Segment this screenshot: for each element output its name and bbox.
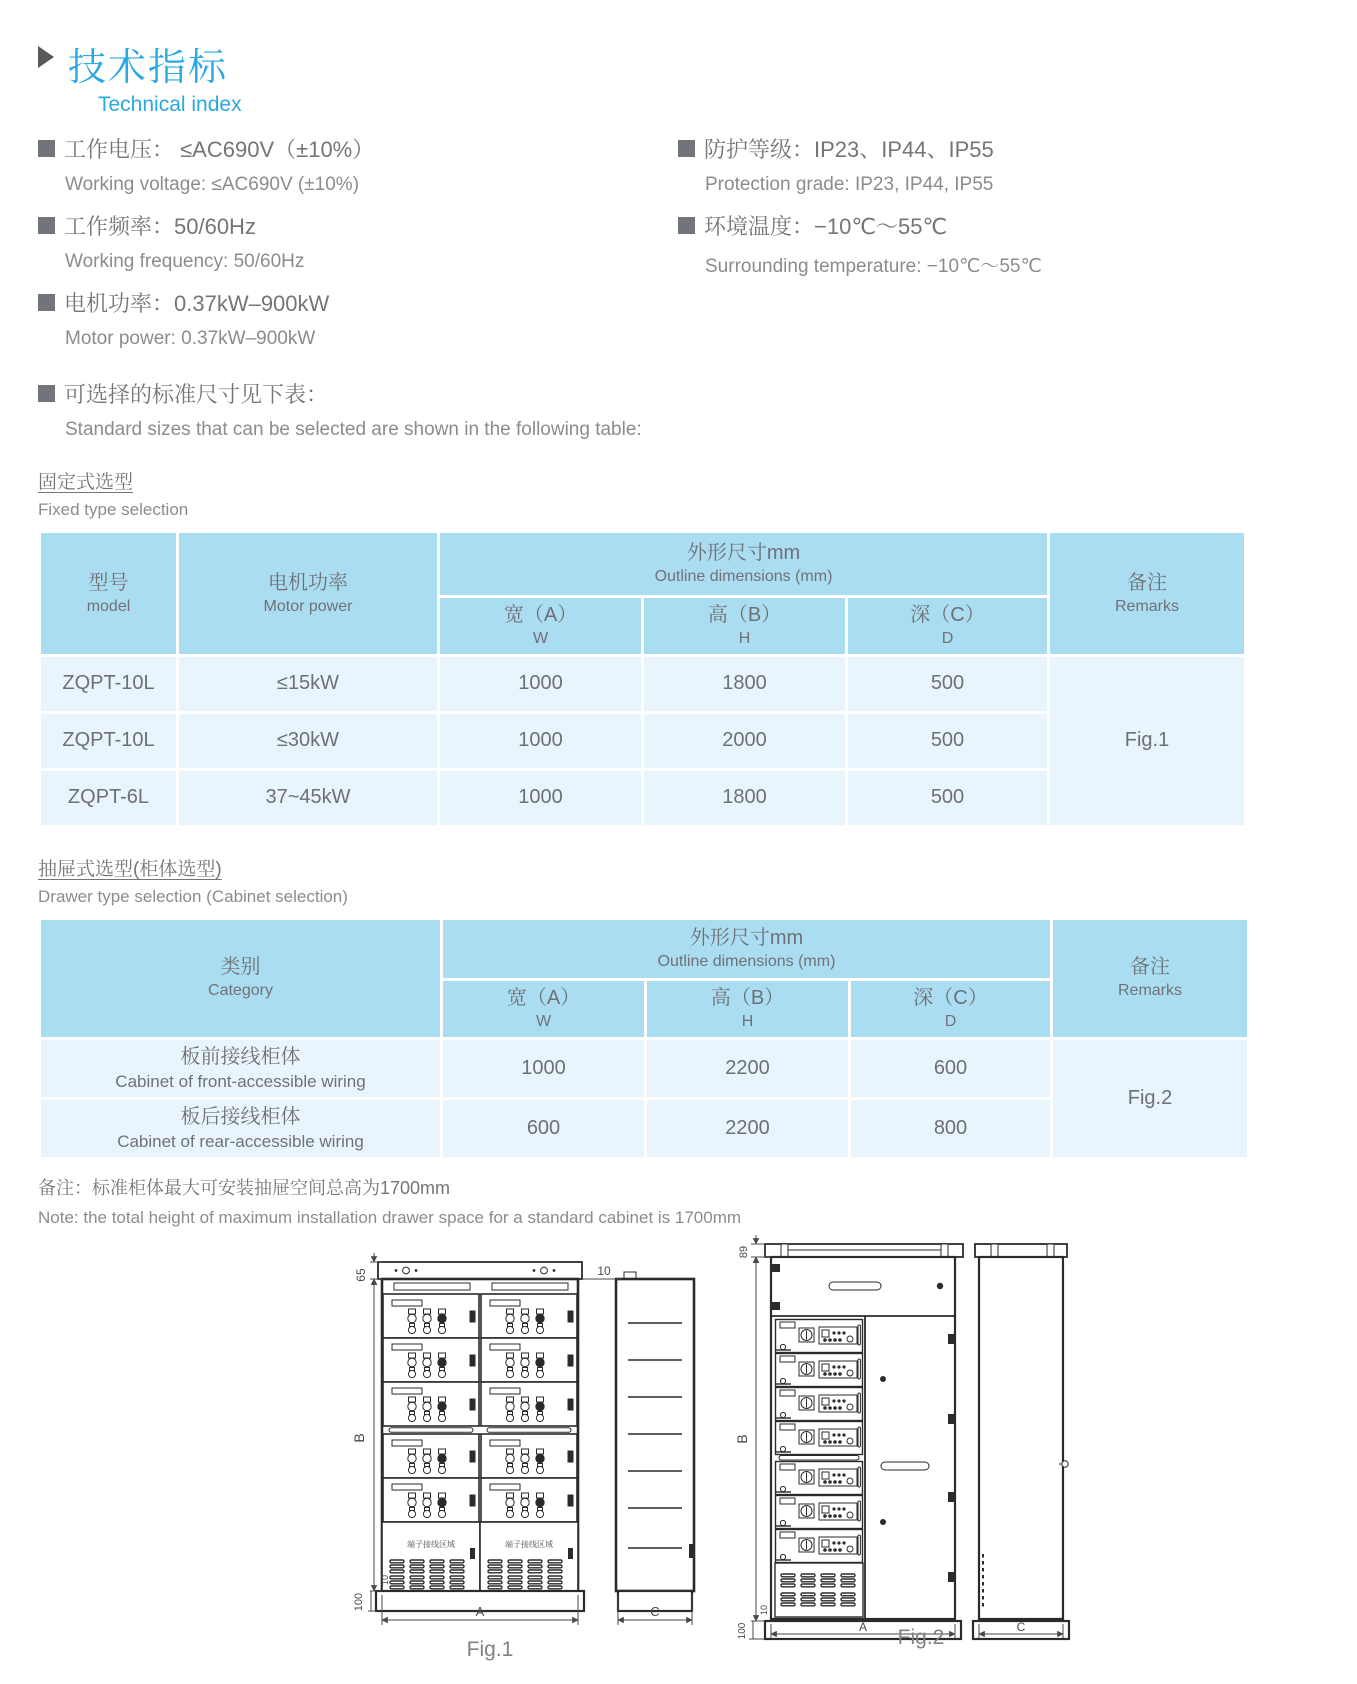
col-header-height [644, 598, 845, 654]
drawer-type-table [38, 917, 1250, 1160]
fig1-drawing [330, 1245, 790, 1636]
col-header-height [647, 981, 848, 1037]
spec-en-text: Protection grade: IP23, IP44, IP55 [705, 174, 994, 195]
fig2-dim-depth: C [1016, 1619, 1026, 1634]
cell-height: 1800 [644, 771, 845, 825]
cell-height: 2000 [644, 714, 845, 768]
header-cn: 宽（A） [506, 986, 581, 1009]
category-cn: 板后接线柜体 [180, 1105, 301, 1128]
header-cn: 深（C） [913, 986, 988, 1009]
fig2-drawing [725, 1224, 1085, 1656]
fig2-caption: Fig.2 [897, 1625, 945, 1649]
category-en: Cabinet of rear-accessible wiring [117, 1131, 364, 1151]
fig2-dim-vent-gap: 10 [759, 1604, 769, 1615]
header-en: Outline dimensions (mm) [654, 568, 833, 586]
cell-remark: Fig.2 [1053, 1040, 1247, 1157]
header-cn: 外形尺寸mm [686, 542, 801, 565]
header-en: W [535, 1012, 552, 1030]
header-en: D [941, 630, 954, 647]
header-en: D [944, 1012, 957, 1030]
fig1-front-view [376, 1262, 584, 1611]
fig1-dim-depth: C [650, 1603, 660, 1619]
table-note [38, 1174, 1317, 1228]
fig1-terminal-compartments [382, 1522, 578, 1591]
header-en: H [738, 630, 751, 647]
cell-width: 1000 [440, 771, 641, 825]
spec-cn-text: 电机功率：0.37kW–900kW [64, 291, 330, 316]
header-cn: 电机功率 [268, 571, 348, 594]
spec-en-text: Standard sizes that can be selected are shown in the following table: [65, 419, 642, 440]
note-en: Note: the total height of maximum installation drawer space for a standard cabinet is 1700mm [38, 1207, 742, 1227]
header-en: H [741, 1012, 754, 1030]
spec-column-left [38, 133, 678, 364]
cell-width: 600 [443, 1100, 644, 1157]
header-cn: 宽（A） [503, 604, 578, 626]
cell-category [41, 1040, 440, 1097]
spec-motor-power [38, 287, 678, 350]
spec-column-right [678, 133, 1278, 364]
fig2-dim-width: A [858, 1619, 868, 1634]
col-header-model [41, 533, 176, 654]
header-cn: 类别 [220, 956, 261, 979]
col-header-depth [851, 981, 1050, 1037]
header-cn: 备注 [1130, 956, 1170, 979]
spec-cn-text: 工作频率：50/60Hz [64, 214, 256, 239]
header-en: model [86, 597, 131, 615]
fig2-dim-cap-height: 89 [738, 1245, 750, 1258]
spec-cn-text: 可选择的标准尺寸见下表： [64, 382, 329, 407]
fig1-caption: Fig.1 [466, 1637, 514, 1661]
section-title-en: Fixed type selection [38, 500, 189, 519]
header-cn: 外形尺寸mm [689, 926, 804, 949]
page-title: 技术指标 [68, 47, 229, 89]
col-header-remarks [1050, 533, 1244, 654]
fig2-dim-plinth-height: 100 [737, 1622, 748, 1640]
cell-width: 1000 [440, 714, 641, 768]
fig1-dim-vent-gap: 10 [380, 1574, 390, 1585]
drawer-type-section-title [38, 854, 1317, 907]
header-en: Remarks [1117, 982, 1182, 1000]
bullet-square-icon [678, 140, 695, 157]
header-cn: 高（B） [707, 604, 782, 626]
fig2-side-view [973, 1244, 1069, 1639]
header-en: Motor power [263, 597, 353, 615]
cell-height: 2200 [647, 1100, 848, 1157]
page-subtitle: Technical index [98, 93, 242, 116]
fig2-dim-body-height: B [734, 1434, 750, 1444]
spec-columns [38, 133, 1317, 364]
col-header-remarks [1053, 920, 1247, 1037]
section-title-en: Drawer type selection (Cabinet selection) [38, 886, 348, 906]
cell-height: 2200 [647, 1040, 848, 1097]
header-cn: 备注 [1127, 571, 1167, 594]
col-header-depth [848, 598, 1047, 654]
spec-en-text: Motor power: 0.37kW–900kW [65, 328, 316, 349]
cell-power: ≤15kW [179, 657, 437, 711]
section-arrow-icon [38, 46, 54, 68]
spec-en-text: Working voltage: ≤AC690V (±10%) [65, 174, 360, 195]
fig1-terminal-label: 端子接线区域 [505, 1539, 553, 1549]
fig2-vent-section [775, 1563, 863, 1617]
bullet-square-icon [38, 217, 55, 234]
note-cn: 备注：标准柜体最大可安装抽屉空间总高为1700mm [38, 1177, 451, 1198]
col-header-outline-dimensions [440, 533, 1047, 595]
header-cn: 型号 [88, 571, 129, 594]
col-header-width [440, 598, 641, 654]
cell-depth: 500 [848, 714, 1047, 768]
spec-en-text: Working frequency: 50/60Hz [65, 251, 305, 272]
bullet-square-icon [678, 217, 695, 234]
header-cn: 高（B） [710, 986, 785, 1009]
spec-working-voltage [38, 133, 678, 196]
spec-protection-grade [678, 133, 1278, 196]
header-en: Outline dimensions (mm) [657, 952, 836, 970]
section-title-cn: 固定式选型 [38, 472, 134, 493]
col-header-width [443, 981, 644, 1037]
header-en: W [532, 630, 549, 647]
cell-remark: Fig.1 [1050, 657, 1244, 825]
category-cn: 板前接线柜体 [180, 1045, 301, 1068]
spec-cn-text: 环境温度：−10℃～55℃ [704, 214, 948, 239]
cell-height: 1800 [644, 657, 845, 711]
bullet-square-icon [38, 385, 55, 402]
spec-en-text: Surrounding temperature: −10℃～55℃ [705, 256, 1042, 277]
fig1-dim-body-height: B [351, 1433, 367, 1443]
spec-cn-text: 工作电压： ≤AC690V（±10%） [64, 137, 375, 162]
cell-depth: 600 [851, 1040, 1050, 1097]
header-cn: 深（C） [910, 604, 985, 626]
spec-surrounding-temperature [678, 210, 1278, 278]
section-title-cn: 抽屉式选型(柜体选型) [38, 858, 222, 880]
cell-depth: 800 [851, 1100, 1050, 1157]
fixed-type-section-title [38, 467, 1317, 520]
cell-depth: 500 [848, 771, 1047, 825]
category-en: Cabinet of front-accessible wiring [115, 1071, 366, 1091]
fig2-front-view [765, 1244, 963, 1639]
table-row [41, 657, 1244, 711]
spec-cn-text: 防护等级：IP23、IP44、IP55 [704, 137, 994, 162]
col-header-motor-power [179, 533, 437, 654]
spec-working-frequency [38, 210, 678, 273]
col-header-outline-dimensions [443, 920, 1050, 978]
col-header-category [41, 920, 440, 1037]
page-header [38, 36, 1317, 117]
fig1-side-view [616, 1272, 694, 1611]
cell-width: 1000 [440, 657, 641, 711]
cell-model: ZQPT-10L [41, 657, 176, 711]
fig1-dim-plinth-height: 100 [353, 1592, 365, 1611]
fig1-dim-cap-height: 65 [354, 1268, 368, 1282]
cell-width: 1000 [443, 1040, 644, 1097]
figures-area [38, 1234, 1317, 1684]
header-en: Category [208, 982, 273, 1000]
cell-model: ZQPT-6L [41, 771, 176, 825]
bullet-square-icon [38, 294, 55, 311]
cell-category [41, 1100, 440, 1157]
fig1-dim-top-offset: 10 [597, 1263, 611, 1278]
header-en: Remarks [1114, 597, 1179, 615]
cell-power: ≤30kW [179, 714, 437, 768]
table-row [41, 1040, 1247, 1097]
bullet-square-icon [38, 140, 55, 157]
spec-table-intro [38, 378, 1317, 441]
cell-power: 37~45kW [179, 771, 437, 825]
fixed-type-table [38, 530, 1247, 828]
fig1-terminal-label: 端子接线区域 [407, 1539, 455, 1549]
fig1-dim-width: A [475, 1603, 485, 1619]
cell-model: ZQPT-10L [41, 714, 176, 768]
cell-depth: 500 [848, 657, 1047, 711]
